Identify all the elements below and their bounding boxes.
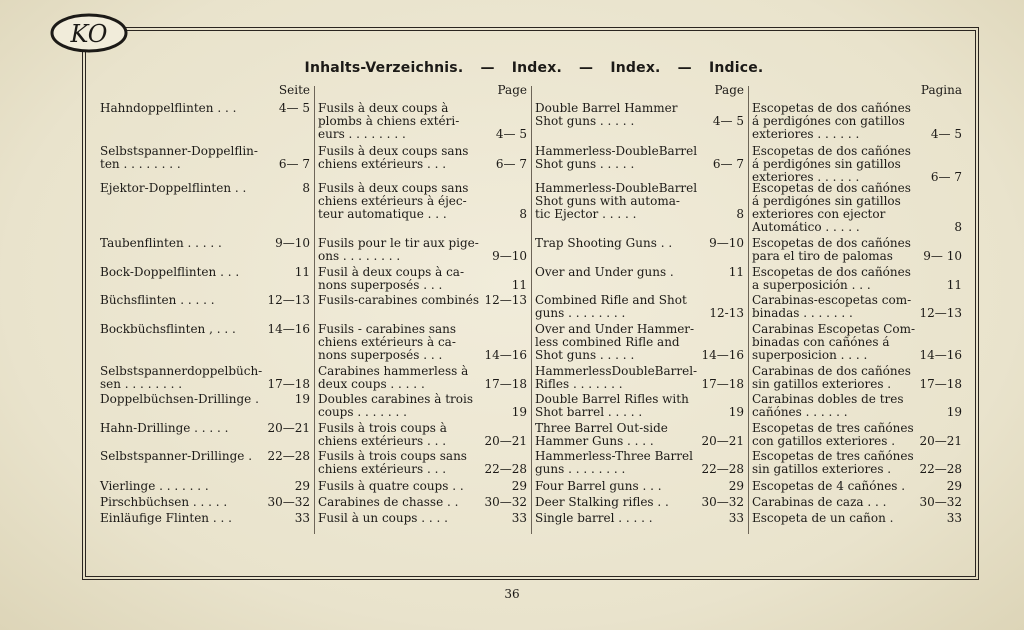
entry-page: 11: [728, 265, 744, 279]
index-entry: [535, 480, 744, 493]
index-entry: [318, 323, 527, 362]
entry-label: Doubles carabines à trois coups . . . . . . .: [318, 392, 474, 419]
entry-page: 6— 7: [712, 157, 744, 171]
entry-label: Fusils-carabines combinés: [318, 293, 480, 307]
entry-label: Deer Stalking rifles . .: [535, 495, 669, 509]
index-entry: [318, 450, 527, 476]
entry-page: 4— 5: [930, 127, 962, 141]
entry-label: Single barrel . . . . .: [535, 511, 653, 525]
entry-label: Carabinas de caza . . .: [752, 495, 887, 509]
entry-label: Escopetas de dos cañónes para el tiro de palomas: [752, 236, 911, 263]
entry-label: Carabinas-escopetas com- binadas . . . . . . .: [752, 293, 912, 320]
entry-page: 12—13: [484, 293, 527, 307]
entry-page: 29: [294, 479, 310, 493]
entry-label: Four Barrel guns . . .: [535, 479, 662, 493]
english-column: [531, 82, 748, 534]
entry-label: Escopetas de tres cañónes con gatillos exteriores .: [752, 421, 914, 448]
index-entry: [100, 237, 310, 250]
entry-label: Ejektor-Doppelflinten . .: [100, 181, 247, 195]
index-entry: [535, 496, 744, 509]
entry-label: Fusils pour le tir aux pige- ons . . . . . . . .: [318, 236, 479, 263]
index-entry: [535, 512, 744, 525]
entry-label: Carabinas Escopetas Com- binadas con cañónes á superposicion . . . .: [752, 322, 916, 362]
index-entry: [752, 365, 962, 391]
entry-label: Vierlinge . . . . . . .: [100, 479, 209, 493]
index-entry: [752, 512, 962, 525]
entry-label: Selbstspanner-Doppelflin- ten . . . . . . . .: [100, 144, 258, 171]
entry-label: Over and Under guns .: [535, 265, 674, 279]
entry-label: Hahn-Drillinge . . . . .: [100, 421, 229, 435]
entry-page: 9— 10: [923, 249, 962, 263]
column-header: Pagina: [920, 83, 962, 97]
entry-label: Bockbüchsflinten , . . .: [100, 322, 236, 336]
entry-page: 29: [946, 479, 962, 493]
entry-page: 19: [294, 392, 310, 406]
index-entry: [752, 237, 962, 263]
entry-label: Fusil à deux coups à ca- nons superposés . . .: [318, 265, 464, 292]
index-entry: [318, 237, 527, 263]
index-entry: [318, 422, 527, 448]
spanish-column: [748, 82, 966, 534]
entry-page: 17—18: [919, 377, 962, 391]
title-spanish: Indice.: [708, 60, 764, 76]
index-entry: [752, 393, 962, 419]
entry-page: 6— 7: [495, 157, 527, 171]
entry-page: 12—13: [919, 306, 962, 320]
entry-page: 29: [511, 479, 527, 493]
index-entry: [752, 496, 962, 509]
index-entry: [100, 145, 310, 171]
entry-page: 12—13: [267, 293, 310, 307]
entry-label: Carabines hammerless à deux coups . . . . .: [318, 364, 469, 391]
column-header: Page: [714, 83, 744, 97]
index-entry: [535, 365, 744, 391]
entry-label: Fusils à deux coups sans chiens extérieurs . . .: [318, 144, 469, 171]
index-entry: [535, 422, 744, 448]
entry-page: 33: [946, 511, 962, 525]
index-entry: [318, 182, 527, 221]
title-german: Inhalts-Verzeichnis.: [304, 60, 464, 76]
entry-page: 14—16: [701, 348, 744, 362]
entry-label: Fusils à quatre coups . .: [318, 479, 464, 493]
entry-page: 33: [294, 511, 310, 525]
entry-page: 20—21: [701, 434, 744, 448]
index-entry: [318, 496, 527, 509]
entry-page: 19: [946, 405, 962, 419]
entry-page: 9—10: [275, 236, 310, 250]
entry-page: 33: [728, 511, 744, 525]
entry-label: Fusils à trois coups à chiens extérieurs . . .: [318, 421, 447, 448]
entry-label: Hammerless-DoubleBarrel Shot guns with automa- tic Ejector . . . . .: [535, 181, 698, 221]
entry-page: 6— 7: [278, 157, 310, 171]
title-english: Index.: [511, 60, 562, 76]
index-title: [96, 60, 972, 76]
entry-label: Doppelbüchsen-Drillinge .: [100, 392, 259, 406]
index-entry: [100, 365, 310, 391]
entry-label: Carabinas dobles de tres cañónes . . . . . .: [752, 392, 904, 419]
index-entry: [752, 182, 962, 234]
entry-page: 17—18: [701, 377, 744, 391]
column-header: Seite: [278, 83, 310, 97]
index-entry: [318, 393, 527, 419]
entry-page: 29: [728, 479, 744, 493]
entry-page: 30—32: [267, 495, 310, 509]
entry-page: 20—21: [484, 434, 527, 448]
index-entry: [535, 102, 744, 128]
entry-page: 22—28: [267, 449, 310, 463]
entry-label: Fusils à deux coups sans chiens extérieurs à éjec- teur automatique . . .: [318, 181, 469, 221]
entry-page: 30—32: [701, 495, 744, 509]
index-entry: [100, 102, 310, 115]
entry-label: Fusil à un coups . . . .: [318, 511, 448, 525]
entry-label: Hahndoppelflinten . . .: [100, 101, 237, 115]
index-entry: [318, 294, 527, 307]
entry-label: Hammerless-DoubleBarrel Shot guns . . . . .: [535, 144, 698, 171]
entry-label: Selbstspanner-Drillinge .: [100, 449, 253, 463]
entry-label: Three Barrel Out-side Hammer Guns . . . .: [535, 421, 668, 448]
index-entry: [318, 480, 527, 493]
entry-page: 22—28: [484, 462, 527, 476]
entry-label: Carabines de chasse . .: [318, 495, 459, 509]
index-entry: [100, 422, 310, 435]
index-entry: [752, 323, 962, 362]
index-entry: [752, 266, 962, 292]
entry-label: Taubenflinten . . . . .: [100, 236, 222, 250]
index-entry: [535, 294, 744, 320]
title-french: Index.: [610, 60, 661, 76]
index-entry: [318, 145, 527, 171]
entry-page: 19: [511, 405, 527, 419]
entry-page: 4— 5: [712, 114, 744, 128]
entry-label: Escopetas de 4 cañónes .: [752, 479, 906, 493]
entry-page: 14—16: [267, 322, 310, 336]
index-entry: [318, 365, 527, 391]
entry-label: Bock-Doppelflinten . . .: [100, 265, 240, 279]
entry-label: Escopeta de un cañon .: [752, 511, 894, 525]
index-entry: [318, 266, 527, 292]
entry-page: 22—28: [919, 462, 962, 476]
entry-page: 33: [511, 511, 527, 525]
index-entry: [535, 145, 744, 171]
index-entry: [100, 450, 310, 463]
entry-label: Fusils à deux coups à plombs à chiens extéri- eurs . . . . . . . .: [318, 101, 460, 141]
entry-page: 19: [728, 405, 744, 419]
entry-label: Escopetas de dos cañónes á perdigónes sin gatillos exteriores con ejector Automático . . . . .: [752, 181, 911, 234]
entry-page: 9—10: [709, 236, 744, 250]
index-entry: [752, 480, 962, 493]
entry-label: Escopetas de dos cañónes á perdigónes con gatillos exteriores . . . . . .: [752, 101, 911, 141]
index-entry: [100, 393, 310, 406]
entry-label: Double Barrel Rifles with Shot barrel . . . . .: [535, 392, 689, 419]
entry-page: 17—18: [267, 377, 310, 391]
index-entry: [752, 450, 962, 476]
entry-page: 11: [511, 278, 527, 292]
entry-page: 11: [946, 278, 962, 292]
index-entry: [100, 182, 310, 195]
entry-page: 6— 7: [930, 170, 962, 184]
index-entry: [100, 266, 310, 279]
entry-label: Over and Under Hammer- less combined Rifle and Shot guns . . . . .: [535, 322, 695, 362]
index-entry: [535, 182, 744, 221]
entry-page: 14—16: [919, 348, 962, 362]
entry-page: 20—21: [267, 421, 310, 435]
entry-page: 8: [954, 220, 962, 234]
entry-page: 17—18: [484, 377, 527, 391]
entry-page: 8: [519, 207, 527, 221]
entry-label: Büchsflinten . . . . .: [100, 293, 215, 307]
ko-monogram-logo: [49, 12, 129, 54]
title-separator: —: [677, 60, 692, 76]
index-entry: [318, 102, 527, 141]
page-number: 36: [504, 587, 520, 601]
entry-page: 14—16: [484, 348, 527, 362]
entry-label: Escopetas de dos cañónes a superposición . . .: [752, 265, 911, 292]
german-column: [96, 82, 314, 534]
index-entry: [100, 480, 310, 493]
entry-page: 12-13: [709, 306, 744, 320]
index-entry: [100, 323, 310, 336]
entry-page: 30—32: [919, 495, 962, 509]
entry-label: Selbstspannerdoppelbüch- sen . . . . . . . .: [100, 364, 263, 391]
index-entry: [100, 294, 310, 307]
entry-label: Escopetas de tres cañónes sin gatillos exteriores .: [752, 449, 914, 476]
index-entry: [752, 422, 962, 448]
index-entry: [100, 512, 310, 525]
entry-page: 9—10: [492, 249, 527, 263]
entry-label: Einläufige Flinten . . .: [100, 511, 232, 525]
index-entry: [752, 145, 962, 184]
logo-letters: KO: [70, 20, 108, 48]
index-entry: [535, 237, 744, 250]
entry-label: Fusils à trois coups sans chiens extérieurs . . .: [318, 449, 467, 476]
entry-label: Combined Rifle and Shot guns . . . . . . . .: [535, 293, 687, 320]
entry-page: 4— 5: [495, 127, 527, 141]
index-entry: [318, 512, 527, 525]
entry-page: 11: [294, 265, 310, 279]
entry-label: Hammerless-Three Barrel guns . . . . . . . .: [535, 449, 693, 476]
title-separator: —: [480, 60, 495, 76]
french-column: [314, 82, 531, 534]
index-entry: [535, 266, 744, 279]
entry-label: Fusils - carabines sans chiens extérieurs à ca- nons superposés . . .: [318, 322, 457, 362]
title-separator: —: [579, 60, 594, 76]
index-entry: [100, 496, 310, 509]
entry-page: 30—32: [484, 495, 527, 509]
entry-page: 8: [302, 181, 310, 195]
entry-label: Trap Shooting Guns . .: [535, 236, 673, 250]
index-entry: [535, 323, 744, 362]
entry-label: Double Barrel Hammer Shot guns . . . . .: [535, 101, 678, 128]
entry-page: 22—28: [701, 462, 744, 476]
entry-label: Escopetas de dos cañónes á perdigónes sin gatillos exteriores . . . . . .: [752, 144, 911, 184]
index-entry: [752, 294, 962, 320]
column-header: Page: [497, 83, 527, 97]
index-entry: [535, 450, 744, 476]
entry-page: 20—21: [919, 434, 962, 448]
index-entry: [535, 393, 744, 419]
entry-label: Carabinas de dos cañónes sin gatillos exteriores .: [752, 364, 911, 391]
entry-page: 4— 5: [278, 101, 310, 115]
index-entry: [752, 102, 962, 141]
entry-page: 8: [736, 207, 744, 221]
entry-label: Pirschbüchsen . . . . .: [100, 495, 228, 509]
entry-label: HammerlessDoubleBarrel- Rifles . . . . . . .: [535, 364, 698, 391]
